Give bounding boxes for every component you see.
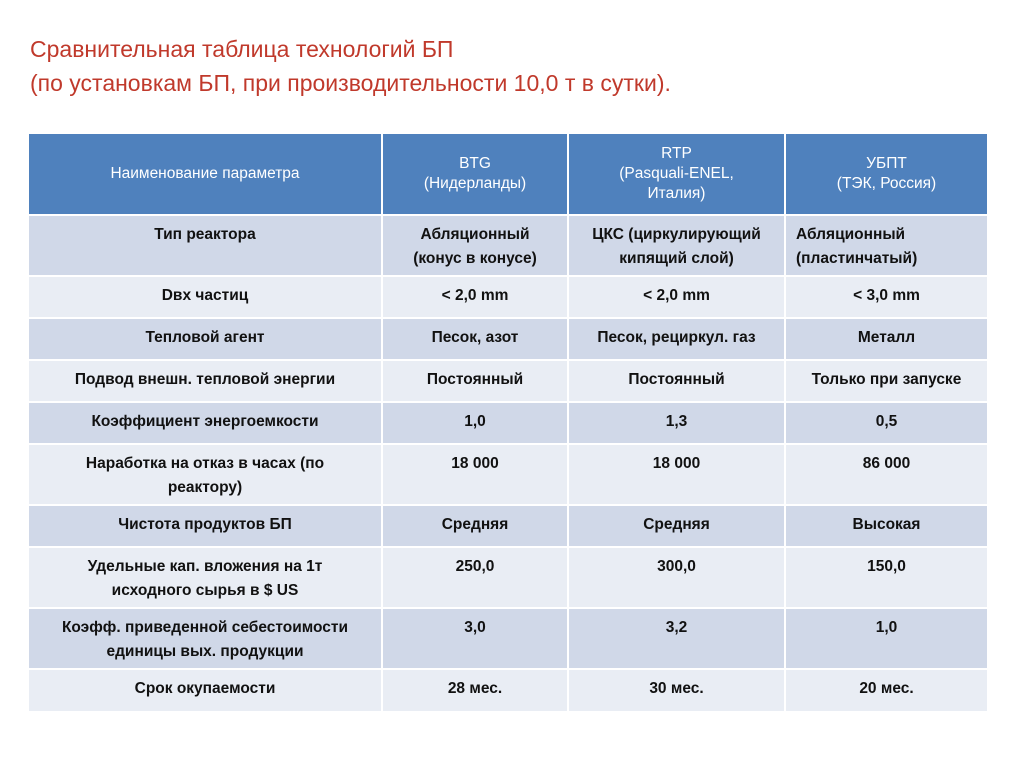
cell-ubpt	[785, 276, 987, 318]
cell-param	[29, 547, 382, 608]
cell-ubpt-text: < 3,0 mm	[853, 287, 920, 304]
cell-btg	[382, 318, 568, 360]
cell-ubpt-text: 20 мес.	[859, 680, 914, 697]
cell-ubpt	[785, 547, 987, 608]
cell-rtp	[568, 608, 785, 669]
cell-btg-text: (конус в конусе)	[413, 250, 537, 267]
cell-btg-text: < 2,0 mm	[441, 287, 509, 304]
cell-ubpt	[785, 360, 987, 402]
cell-ubpt	[785, 444, 987, 505]
cell-ubpt	[785, 505, 987, 547]
cell-param	[29, 360, 382, 402]
cell-rtp	[568, 505, 785, 547]
header-ubpt	[785, 134, 987, 215]
cell-rtp	[568, 402, 785, 444]
cell-param-text: Подвод внешн. тепловой энергии	[74, 371, 336, 388]
table-row	[29, 215, 987, 276]
cell-rtp-text: ЦКС (циркулирующий	[592, 226, 761, 243]
header-parameter-text: Наименование параметра	[110, 165, 300, 182]
cell-param-text: единицы вых. продукции	[106, 643, 304, 660]
cell-param	[29, 669, 382, 711]
header-parameter	[29, 134, 382, 215]
cell-param-text: исходного сырья в $ US	[111, 582, 299, 599]
cell-btg	[382, 669, 568, 711]
cell-ubpt	[785, 215, 987, 276]
cell-btg-text: 3,0	[464, 619, 486, 636]
cell-rtp	[568, 669, 785, 711]
table-row	[29, 669, 987, 711]
cell-rtp-text: 300,0	[657, 558, 696, 575]
cell-rtp-text: 18 000	[652, 455, 701, 472]
cell-rtp	[568, 360, 785, 402]
header-btg-name: BTG	[459, 155, 491, 172]
cell-param-text: Тепловой агент	[145, 329, 265, 346]
cell-rtp-text: Средняя	[643, 516, 710, 533]
cell-param-text: Dвх частиц	[161, 287, 249, 304]
cell-ubpt-text: Абляционный	[796, 226, 906, 243]
cell-ubpt-text: Высокая	[852, 516, 921, 533]
header-ubpt-country: (ТЭК, Россия)	[836, 175, 937, 192]
cell-ubpt	[785, 318, 987, 360]
header-btg	[382, 134, 568, 215]
cell-ubpt	[785, 402, 987, 444]
cell-btg-text: Песок, азот	[431, 329, 519, 346]
cell-rtp-text: Песок, рециркул. газ	[597, 329, 756, 346]
cell-btg	[382, 505, 568, 547]
cell-param	[29, 318, 382, 360]
cell-param-text: Тип реактора	[154, 226, 256, 243]
table-row	[29, 547, 987, 608]
header-rtp-name: RTP	[661, 145, 692, 162]
cell-btg-text: Постоянный	[426, 371, 524, 388]
table-row	[29, 402, 987, 444]
table-row	[29, 360, 987, 402]
cell-ubpt-text: Только при запуске	[811, 371, 962, 388]
cell-param-text: Коэффициент энергоемкости	[91, 413, 319, 430]
comparison-table	[29, 134, 987, 711]
header-rtp-company: (Pasquali-ENEL,	[619, 165, 734, 182]
table-row	[29, 444, 987, 505]
cell-rtp	[568, 318, 785, 360]
cell-rtp-text: 3,2	[665, 619, 688, 636]
cell-btg-text: 28 мес.	[447, 680, 503, 697]
cell-ubpt-text: 0,5	[875, 413, 898, 430]
header-row	[29, 134, 987, 215]
cell-ubpt-text: 86 000	[862, 455, 911, 472]
cell-param-text: Удельные кап. вложения на 1т	[87, 558, 323, 575]
cell-btg	[382, 444, 568, 505]
cell-ubpt	[785, 669, 987, 711]
cell-btg	[382, 276, 568, 318]
title-line-1: Сравнительная таблица технологий БП	[30, 36, 454, 62]
table-row	[29, 318, 987, 360]
cell-rtp-text: Постоянный	[628, 371, 725, 388]
cell-param	[29, 444, 382, 505]
cell-ubpt-text: Металл	[857, 329, 916, 346]
table-row	[29, 608, 987, 669]
cell-param-text: Срок окупаемости	[134, 680, 276, 697]
cell-btg	[382, 360, 568, 402]
header-rtp-country: Италия)	[647, 185, 706, 202]
slide-title	[30, 32, 671, 100]
header-btg-country: (Нидерланды)	[423, 175, 527, 192]
cell-param	[29, 505, 382, 547]
cell-param-text: реактору)	[167, 479, 243, 496]
cell-param-text: Чистота продуктов БП	[118, 516, 292, 533]
title-line-2: (по установкам БП, при производительности 10,0 т в сутки).	[30, 70, 671, 96]
cell-rtp	[568, 215, 785, 276]
cell-rtp	[568, 444, 785, 505]
cell-ubpt-text: (пластинчатый)	[796, 250, 918, 267]
cell-btg-text: 18 000	[451, 455, 499, 472]
cell-rtp-text: 1,3	[665, 413, 688, 430]
cell-btg	[382, 215, 568, 276]
cell-btg	[382, 547, 568, 608]
cell-btg	[382, 608, 568, 669]
cell-btg-text: 1,0	[464, 413, 486, 430]
cell-btg-text: Абляционный	[420, 226, 530, 243]
cell-rtp	[568, 547, 785, 608]
cell-ubpt	[785, 608, 987, 669]
cell-btg-text: 250,0	[455, 558, 495, 575]
table-row	[29, 276, 987, 318]
cell-param-text: Наработка на отказ в часах (по	[85, 455, 325, 472]
cell-param	[29, 276, 382, 318]
cell-rtp-text: кипящий слой)	[619, 250, 734, 267]
cell-param	[29, 402, 382, 444]
cell-param	[29, 608, 382, 669]
cell-rtp-text: 30 мес.	[649, 680, 704, 697]
cell-ubpt-text: 150,0	[867, 558, 906, 575]
cell-btg	[382, 402, 568, 444]
cell-ubpt-text: 1,0	[875, 619, 898, 636]
cell-btg-text: Средняя	[441, 516, 509, 533]
table-row	[29, 505, 987, 547]
header-rtp	[568, 134, 785, 215]
cell-rtp	[568, 276, 785, 318]
header-ubpt-name: УБПТ	[866, 155, 907, 172]
cell-param	[29, 215, 382, 276]
cell-param-text: Коэфф. приведенной себестоимости	[61, 619, 349, 636]
cell-rtp-text: < 2,0 mm	[643, 287, 710, 304]
